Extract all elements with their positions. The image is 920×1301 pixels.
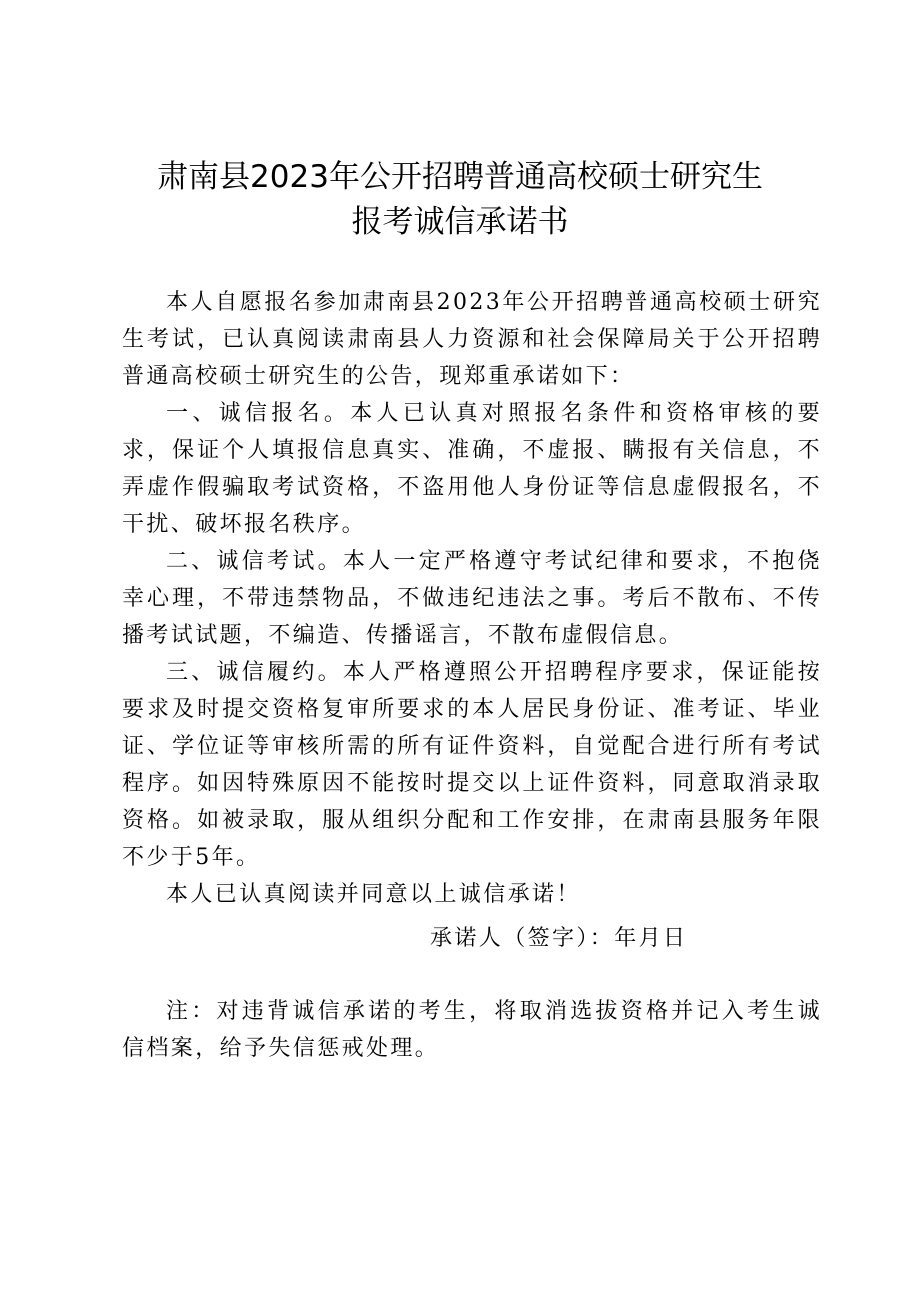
document-title-line-2: 报考诚信承诺书 <box>351 204 569 240</box>
intro-paragraph: 本人自愿报名参加肃南县2023年公开招聘普通高校硕士研究生考试，已认真阅读肃南县人力资源和社会保障局关于公开招聘普通高校硕士研究生的公告，现郑重承诺如下： <box>122 290 822 389</box>
clause-honest-exam: 二、诚信考试。本人一定严格遵守考试纪律和要求，不抱侥幸心理，不带违禁物品，不做违纪违法之事。考后不散布、不传播考试试题，不编造、传播谣言，不散布虚假信息。 <box>122 549 822 648</box>
clause-honest-registration: 一、诚信报名。本人已认真对照报名条件和资格审核的要求，保证个人填报信息真实、准确，不虚报、瞒报有关信息，不弄虚作假骗取考试资格，不盗用他人身份证等信息虚假报名，不干扰、破坏报名秩序。 <box>122 401 822 537</box>
note-text: 注：对违背诚信承诺的考生，将取消选拔资格并记入考生诚信档案，给予失信惩戒处理。 <box>122 999 822 1061</box>
note-section <box>122 993 822 1067</box>
document-title-line-1: 肃南县2023年公开招聘普通高校硕士研究生 <box>157 159 763 195</box>
clause-honest-performance: 三、诚信履约。本人严格遵照公开招聘程序要求，保证能按要求及时提交资格复审所要求的本人居民身份证、准考证、毕业证、学位证等审核所需的所有证件资料，自觉配合进行所有考试程序。如因特殊原因不能按时提交以上证件资料，同意取消录取资格。如被录取，服从组织分配和工作安排，在肃南县服务年限不少于5年。 <box>122 660 822 870</box>
agreement-statement: 本人已认真阅读并同意以上诚信承诺！ <box>166 882 581 907</box>
document-body <box>122 284 822 913</box>
signature-line: 承诺人（签字）：年月日 <box>430 926 688 951</box>
